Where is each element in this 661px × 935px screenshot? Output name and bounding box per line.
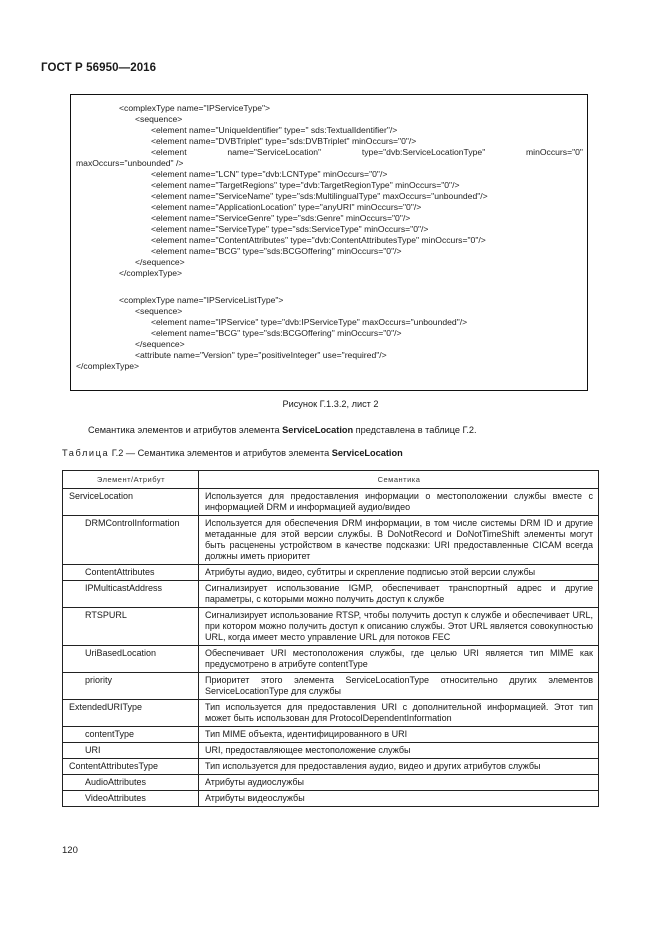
element-name-cell: VideoAttributes bbox=[63, 791, 199, 807]
element-name-cell: ContentAttributesType bbox=[63, 759, 199, 775]
code-line: <sequence> bbox=[135, 114, 183, 124]
document-header: ГОСТ Р 56950—2016 bbox=[41, 62, 157, 74]
element-name-cell: DRMControlInformation bbox=[63, 516, 199, 565]
semantics-cell: Приоритет этого элемента ServiceLocationType относительно других элементов ServiceLocationType для службы bbox=[199, 673, 599, 700]
element-name-cell: ContentAttributes bbox=[63, 565, 199, 581]
code-line: maxOccurs="unbounded" /> bbox=[76, 158, 184, 168]
code-token: type="dvb:ServiceLocationType" bbox=[361, 147, 486, 157]
semantics-cell: URI, предоставляющее местоположение службы bbox=[199, 743, 599, 759]
table-row bbox=[63, 791, 599, 807]
code-line: <sequence> bbox=[135, 306, 183, 316]
semantics-cell: Сигнализирует использование IGMP, обеспечивает транспортный адрес и другие параметры, с которыми можно получить доступ к службе bbox=[199, 581, 599, 608]
code-line: <complexType name="IPServiceType"> bbox=[119, 103, 271, 113]
table-row bbox=[63, 516, 599, 565]
element-name-cell: contentType bbox=[63, 727, 199, 743]
column-header-semantics: Семантика bbox=[199, 471, 599, 489]
code-line: </sequence> bbox=[135, 257, 185, 267]
element-name-cell: ExtendedURIType bbox=[63, 700, 199, 727]
figure-caption: Рисунок Г.1.3.2, лист 2 bbox=[282, 399, 379, 409]
xml-schema-listing bbox=[70, 94, 588, 391]
table-header-row bbox=[63, 471, 599, 489]
semantics-cell: Обеспечивает URI местоположения службы, где целью URI является тип MIME как предусмотрено в атрибуте contentType bbox=[199, 646, 599, 673]
table-row bbox=[63, 646, 599, 673]
table-row bbox=[63, 489, 599, 516]
code-line: <element name="TargetRegions" type="dvb:TargetRegionType" minOccurs="0"/> bbox=[151, 180, 460, 190]
paragraph-text-before: Семантика элементов и атрибутов элемента bbox=[88, 425, 283, 435]
code-token: <element bbox=[151, 147, 187, 157]
semantics-cell: Сигнализирует использование RTSP, чтобы получить доступ к службе и обеспечивает URL, при котором можно получить доступ к описанию службы. Этот URL является совокупностью URL, когда имеет место управление URL для потоков FEC bbox=[199, 608, 599, 646]
code-line bbox=[151, 147, 583, 158]
table-row bbox=[63, 700, 599, 727]
code-line: </sequence> bbox=[135, 339, 185, 349]
paragraph-bold-term: ServiceLocation bbox=[282, 425, 354, 435]
code-line: <element name="ServiceType" type="sds:ServiceType" minOccurs="0"/> bbox=[151, 224, 429, 234]
code-line: </complexType> bbox=[119, 268, 183, 278]
code-line: <element name="ServiceName" type="sds:MultilingualType" maxOccurs="unbounded"/> bbox=[151, 191, 488, 201]
table-row bbox=[63, 743, 599, 759]
element-name-cell: URI bbox=[63, 743, 199, 759]
page-number: 120 bbox=[62, 845, 78, 856]
element-name-cell: priority bbox=[63, 673, 199, 700]
element-name-cell: IPMulticastAddress bbox=[63, 581, 199, 608]
semantics-cell: Используется для предоставления информации о местоположении службы вместе с информацией DRM и информацией аудио/видео bbox=[199, 489, 599, 516]
code-line: <element name="IPService" type="dvb:IPServiceType" maxOccurs="unbounded"/> bbox=[151, 317, 468, 327]
table-row bbox=[63, 581, 599, 608]
table-row bbox=[63, 673, 599, 700]
table-title-bold-term: ServiceLocation bbox=[331, 448, 403, 458]
table-row bbox=[63, 759, 599, 775]
code-line: <element name="BCG" type="sds:BCGOffering" minOccurs="0"/> bbox=[151, 328, 402, 338]
semantics-cell: Атрибуты аудиослужбы bbox=[199, 775, 599, 791]
semantics-cell: Тип используется для предоставления URI с дополнительной информацией. Этот тип может быть использован для ProtocolDependentInformation bbox=[199, 700, 599, 727]
code-line: <element name="ContentAttributes" type="dvb:ContentAttributesType" minOccurs="0"/> bbox=[151, 235, 486, 245]
table-title-text: Г.2 — Семантика элементов и атрибутов элемента bbox=[109, 448, 332, 458]
semantics-cell: Тип MIME объекта, идентифицированного в URI bbox=[199, 727, 599, 743]
code-line: <element name="DVBTriplet" type="sds:DVBTriplet" minOccurs="0"/> bbox=[151, 136, 417, 146]
code-line: <element name="UniqueIdentifier" type=" sds:TextualIdentifier"/> bbox=[151, 125, 398, 135]
code-line: <element name="BCG" type="sds:BCGOffering" minOccurs="0"/> bbox=[151, 246, 402, 256]
table-row bbox=[63, 775, 599, 791]
code-line: <attribute name="Version" type="positiveInteger" use="required"/> bbox=[135, 350, 387, 360]
code-line: </complexType> bbox=[76, 361, 140, 371]
semantics-cell: Используется для обеспечения DRM информации, в том числе системы DRM ID и другие метаданные для этой версии службы. В DoNotRecord и DoNotTimeShift элементы могут быть расценены устройством в качестве подсказки: URI предоставленные CICAM всегда должны иметь приоритет bbox=[199, 516, 599, 565]
semantics-cell: Тип используется для предоставления аудио, видео и других атрибутов службы bbox=[199, 759, 599, 775]
column-header-element: Элемент/Атрибут bbox=[63, 471, 199, 489]
paragraph-text-after: представлена в таблице Г.2. bbox=[353, 425, 477, 435]
code-line: <element name="ApplicationLocation" type="anyURI" minOccurs="0"/> bbox=[151, 202, 422, 212]
table-row bbox=[63, 608, 599, 646]
code-line: <element name="ServiceGenre" type="sds:Genre" minOccurs="0"/> bbox=[151, 213, 411, 223]
element-name-cell: UriBasedLocation bbox=[63, 646, 199, 673]
code-token: name="ServiceLocation" bbox=[227, 147, 322, 157]
code-line: <element name="LCN" type="dvb:LCNType" minOccurs="0"/> bbox=[151, 169, 388, 179]
intro-paragraph bbox=[88, 425, 477, 435]
semantics-cell: Атрибуты аудио, видео, субтитры и скрепление подписью этой версии службы bbox=[199, 565, 599, 581]
table-label: Таблица bbox=[62, 448, 110, 458]
table-row bbox=[63, 727, 599, 743]
table-title bbox=[62, 448, 403, 458]
element-name-cell: ServiceLocation bbox=[63, 489, 199, 516]
table-row bbox=[63, 565, 599, 581]
semantics-cell: Атрибуты видеослужбы bbox=[199, 791, 599, 807]
element-name-cell: AudioAttributes bbox=[63, 775, 199, 791]
code-token: minOccurs="0" bbox=[526, 147, 583, 157]
element-name-cell: RTSPURL bbox=[63, 608, 199, 646]
code-line: <complexType name="IPServiceListType"> bbox=[119, 295, 284, 305]
semantics-table bbox=[62, 470, 599, 807]
